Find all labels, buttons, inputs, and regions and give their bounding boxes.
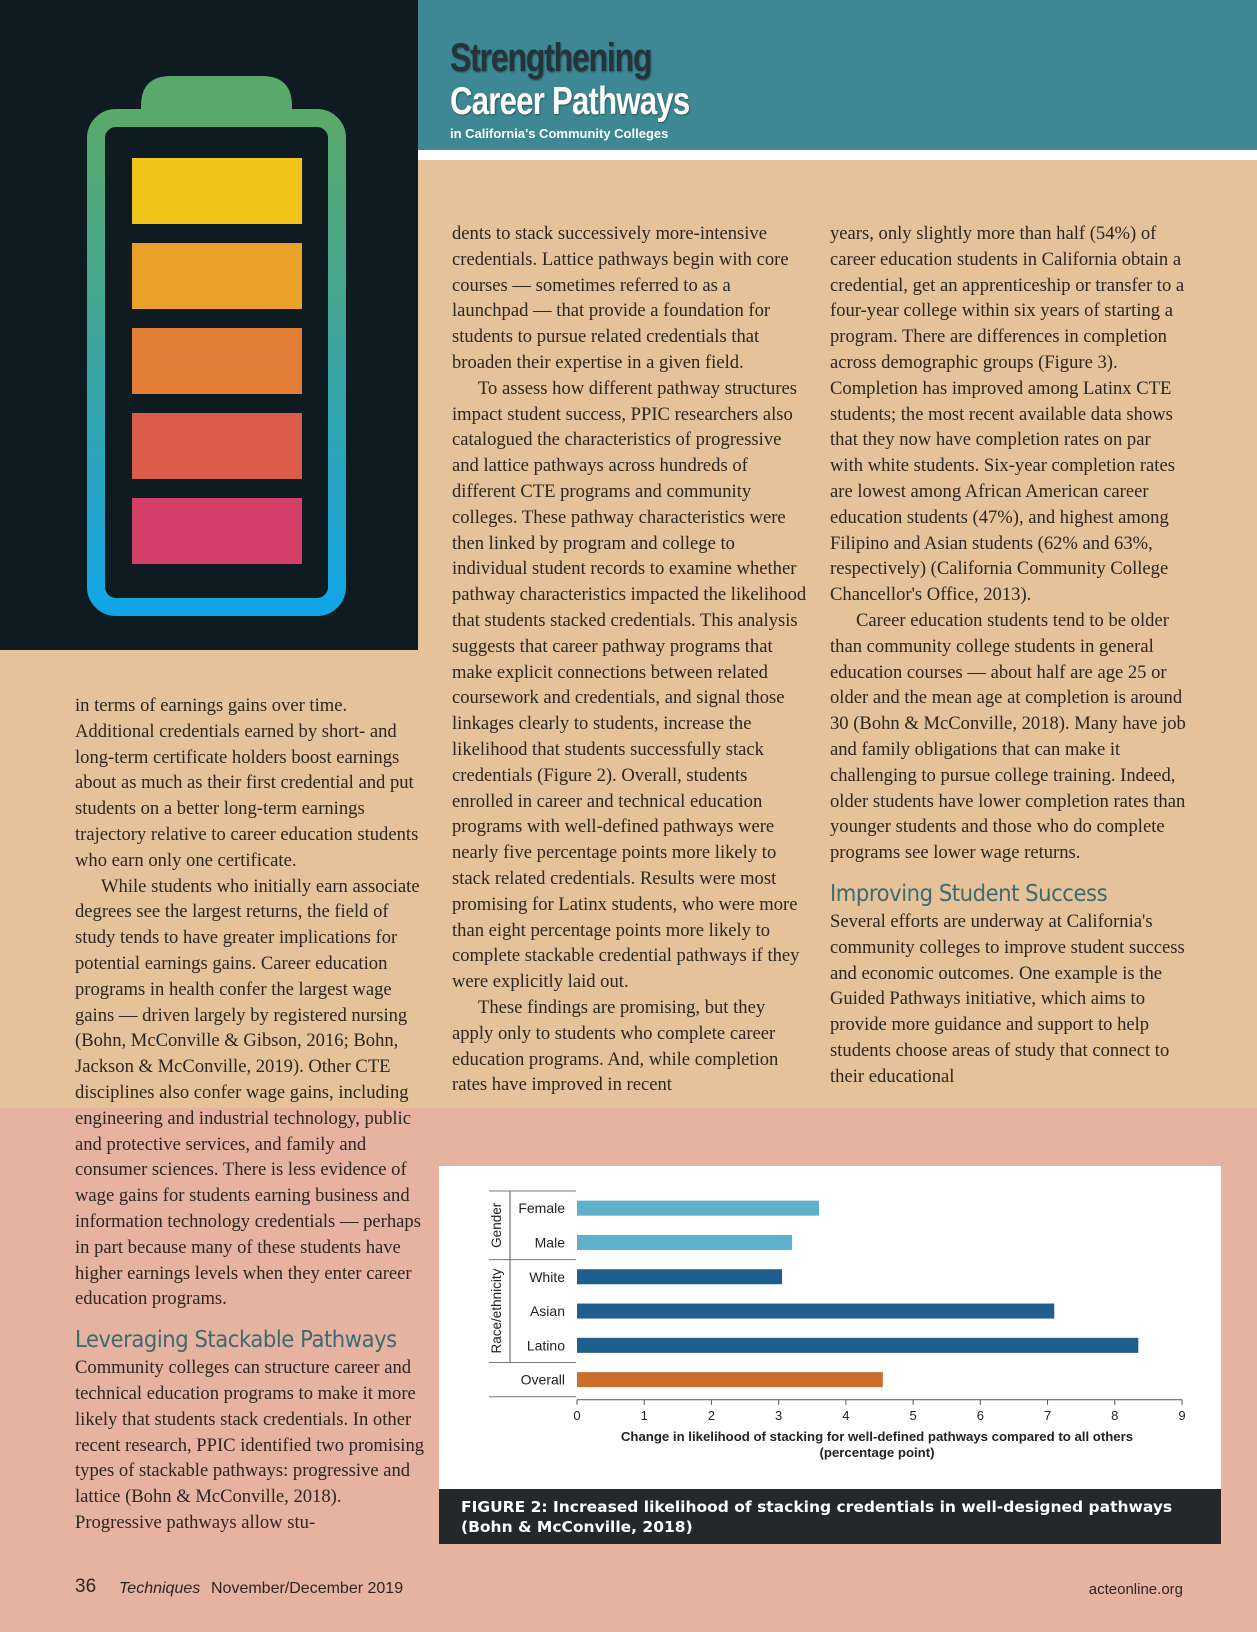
x-tick-label: 5 — [909, 1407, 917, 1423]
page-number: 36 — [75, 1576, 97, 1597]
x-tick-label: 7 — [1043, 1407, 1052, 1423]
paragraph: To assess how different pathway structures impact student success, PPIC researchers also catalogued the characteristics of progressive and lattice pathways across hundreds of different CTE programs and community colleges. These pathway characteristics were then linked by program and college to individual student records to examine whether pathway characteristics impacted the likelihood that students stacked credentials. This analysis suggests that career pathway programs that make explicit connections between related coursework and credentials, and signal those linkages clearly to students, increase the likelihood that students successfully stack credentials (Figure 2). Overall, students enrolled in career and technical education programs with well-defined pathways were nearly five percentage points more likely to stack related credentials. Results were most promising for Latinx students, who were more than eight percentage points more likely to complete stackable credential pathways if they were explicitly laid out. — [452, 377, 807, 993]
category-label: Asian — [529, 1303, 565, 1320]
paragraph: years, only slightly more than half (54%) of career education students in California obtain a credential, get an apprenticeship or transfer to a four-year college within six years of starting a program. There are differences in completion across demographic groups (Figure 3). Completion has improved among Latinx CTE students; the most recent available data shows that they now have completion rates on par with white students. Six-year completion rates are lowest among African American career education students (47%), and highest among Filipino and Asian students (62% and 63%, respectively) (California Community College Chancellor's Office, 2013). — [830, 223, 1185, 606]
paragraph: dents to stack successively more-intensive credentials. Lattice pathways begin with core courses — sometimes referred to as a launchpad — that provide a foundation for students to pursue related credentials that broaden their expertise in a given field. — [452, 223, 789, 373]
caption-line-1: FIGURE 2: Increased likelihood of stacking credentials in well-designed pathways — [461, 1498, 1173, 1516]
x-axis-title-line-2: (percentage point) — [819, 1444, 935, 1460]
figure-2 — [439, 1166, 1221, 1544]
paragraph: While students who initially earn associate degrees see the largest returns, the field of study tends to have greater implications for potential earnings gains. Career education programs in health confer the largest wage gains — driven largely by registered nursing (Bohn, McConville & Gibson, 2016; Bohn, Jackson & McConville, 2019). Other CTE disciplines also confer wage gains, including engineering and industrial technology, public and protective services, and family and consumer sciences. There is less evidence of wage gains for students earning business and information technology credentials — perhaps in part because many of these students have higher earnings levels when they enter career education programs. — [75, 875, 421, 1310]
x-tick-label: 1 — [640, 1407, 648, 1423]
paragraph: Career education students tend to be older than community college students in general education courses — about half are age 25 or older and the mean age at completion is around 30 (Bohn & McConville, 2018). Many have job and family obligations that can make it challenging to pursue college training. Indeed, older students have lower completion rates than younger students and those who do complete programs see lower wage returns. — [830, 609, 1186, 864]
battery-segment-5 — [132, 498, 302, 564]
bar-chart — [439, 1166, 1221, 1489]
x-axis-title-line-1: Change in likelihood of stacking for well-defined pathways compared to all others — [620, 1428, 1134, 1444]
category-label: Latino — [526, 1337, 565, 1354]
x-tick-label: 6 — [976, 1407, 984, 1423]
group-label: Race/ethnicity — [489, 1268, 504, 1354]
battery-segment-1 — [132, 158, 302, 224]
bar-overall — [577, 1372, 883, 1387]
title-line-2: Career Pathways — [450, 80, 690, 123]
category-label: White — [529, 1268, 565, 1285]
title-line-1: Strengthening — [450, 36, 652, 80]
category-label: Overall — [520, 1371, 565, 1388]
bar-asian — [577, 1304, 1054, 1319]
text-column-3 — [830, 221, 1188, 1090]
paragraph: in terms of earnings gains over time. Additional credentials earned by short- and long-term certificate holders boost earnings about as much as their first credential and put students on a better long-term earnings trajectory relative to career education students who earn only one certificate. — [75, 695, 419, 871]
battery-icon — [0, 0, 418, 650]
bar-latino — [577, 1338, 1138, 1353]
magazine-name: Techniques — [119, 1580, 201, 1597]
text-column-2 — [452, 221, 810, 1098]
x-tick-label: 2 — [707, 1407, 716, 1423]
paragraph: Community colleges can structure career and technical education programs to make it more likely that students stack credentials. In other recent research, PPIC identified two promising types of stackable pathways: progressive and lattice (Bohn & McConville, 2018). Progressive pathways allow stu- — [75, 1357, 425, 1533]
figure-caption — [439, 1489, 1221, 1544]
category-label: Female — [518, 1200, 565, 1217]
battery-illustration-panel — [0, 0, 418, 650]
section-heading: Improving Student Success — [830, 880, 1108, 907]
issue-date: November/December 2019 — [211, 1580, 404, 1597]
bar-white — [577, 1269, 782, 1284]
x-tick-label: 8 — [1111, 1407, 1119, 1423]
bar-female — [577, 1201, 819, 1216]
caption-line-2: (Bohn & McConville, 2018) — [461, 1518, 693, 1536]
section-heading: Leveraging Stackable Pathways — [75, 1327, 397, 1354]
website-link[interactable]: acteonline.org — [1088, 1581, 1183, 1598]
title-subtitle: in California's Community Colleges — [450, 126, 669, 141]
x-tick-label: 0 — [573, 1407, 581, 1423]
battery-segment-3 — [132, 328, 302, 394]
paragraph: Several efforts are underway at California's community colleges to improve student success and economic outcomes. One example is the Guided Pathways initiative, which aims to provide more guidance and support to help students choose areas of study that connect to their educational — [830, 910, 1185, 1087]
paragraph: These findings are promising, but they apply only to students who complete career education programs. And, while completion rates have improved in recent — [452, 996, 779, 1096]
battery-terminal — [141, 76, 292, 112]
text-column-1 — [75, 693, 430, 1536]
x-tick-label: 9 — [1178, 1407, 1186, 1423]
x-tick-label: 3 — [775, 1407, 783, 1423]
category-label: Male — [534, 1234, 565, 1251]
x-tick-label: 4 — [842, 1407, 850, 1423]
battery-segment-4 — [132, 413, 302, 479]
group-label: Gender — [489, 1202, 504, 1248]
bar-male — [577, 1235, 792, 1250]
header-divider — [418, 150, 1257, 160]
battery-segment-2 — [132, 243, 302, 309]
